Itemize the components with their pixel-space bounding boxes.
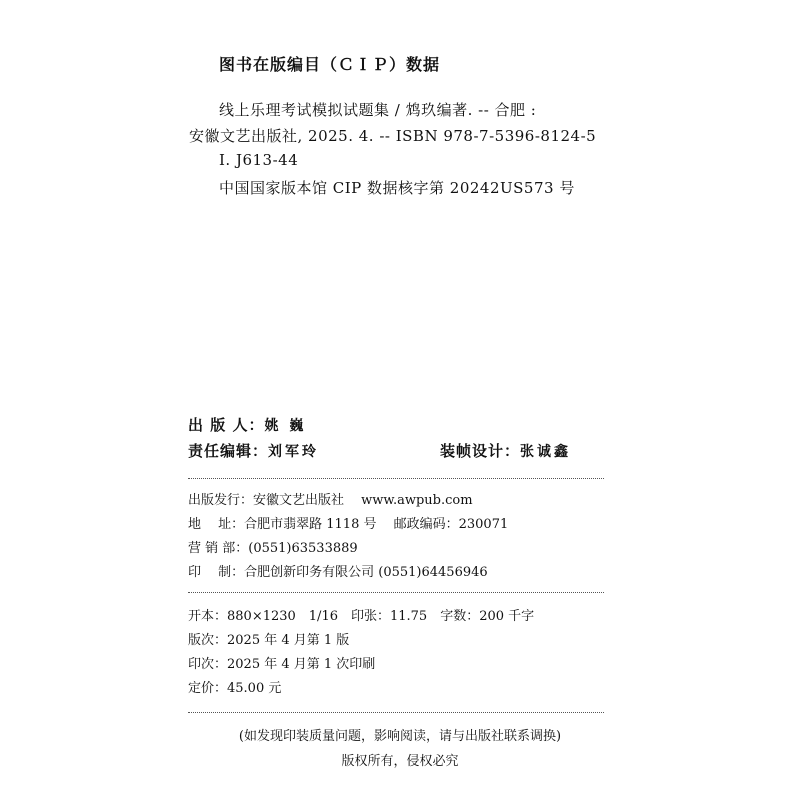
publisher-row: [188, 414, 306, 435]
cip-line-4: 中国国家版本馆 CIP 数据核字第 20242US573 号: [219, 179, 575, 197]
edition-line: 版次：2025 年 4 月第 1 版: [188, 633, 350, 648]
impression-line: 印次：2025 年 4 月第 1 次印刷: [188, 657, 376, 672]
dotted-divider-2: [188, 592, 604, 593]
address-line: 地 址：合肥市翡翠路 1118 号 邮政编码：230071: [188, 517, 509, 532]
design-label: 装帧设计：: [440, 442, 521, 460]
cip-line-2: 安徽文艺出版社, 2025. 4. -- ISBN 978-7-5396-8124-5: [189, 127, 597, 145]
format-line: 开本：880×1230 1/16 印张：11.75 字数：200 千字: [188, 609, 535, 624]
publisher-name: 姚 巍: [264, 418, 307, 434]
editor-label: 责任编辑：: [188, 442, 269, 460]
design-name: 张诚鑫: [520, 444, 572, 460]
dotted-divider-3: [188, 712, 604, 713]
distribution-line: 出版发行：安徽文艺出版社 www.awpub.com: [188, 493, 473, 508]
marketing-line: 营 销 部：(0551)63533889: [188, 541, 358, 556]
quality-notice: (如发现印装质量问题，影响阅读，请与出版社联系调换): [238, 729, 562, 744]
price-line: 定价：45.00 元: [188, 681, 282, 696]
dotted-divider-1: [188, 478, 604, 479]
cip-title: 图书在版编目（ＣＩＰ）数据: [219, 55, 441, 74]
editor-row: [188, 440, 319, 461]
editor-name: 刘军玲: [268, 444, 320, 460]
design-row: [440, 440, 571, 461]
cip-line-1: 线上乐理考试模拟试题集 / 鸩玖编著. -- 合肥 :: [219, 101, 537, 119]
printing-line: 印 制：合肥创新印务有限公司 (0551)64456946: [188, 565, 488, 580]
rights-notice: 版权所有，侵权必究: [341, 754, 459, 769]
publisher-label: 出 版 人：: [188, 416, 265, 434]
cip-line-3: Ⅰ. J613-44: [219, 151, 299, 169]
